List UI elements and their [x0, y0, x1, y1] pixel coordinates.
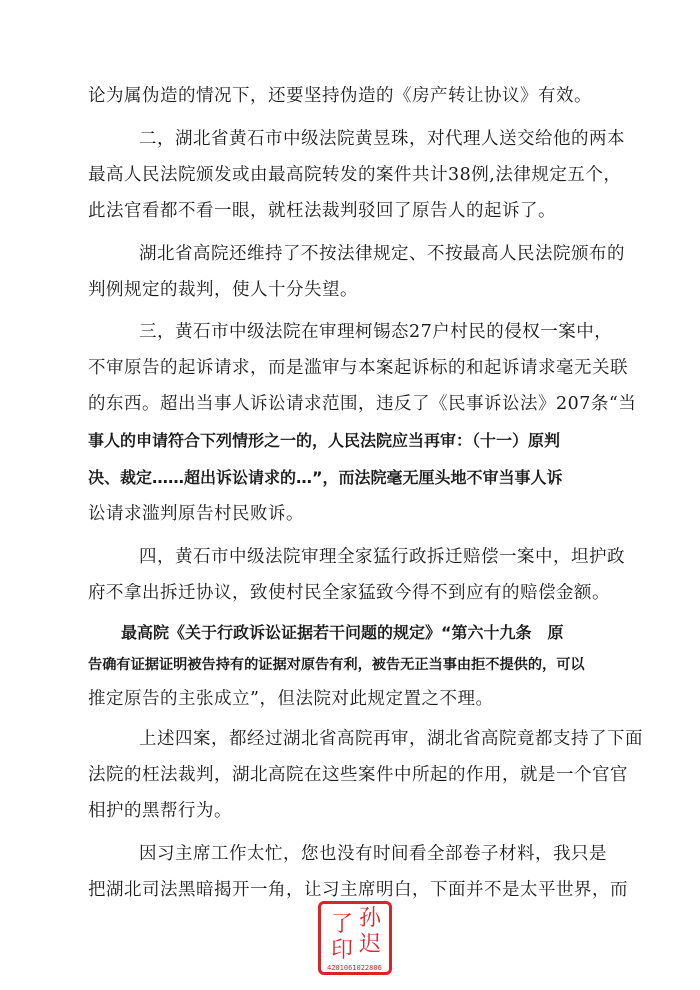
stamp-number: 4201061022806 [327, 964, 382, 972]
stamp-char: 迟 [359, 932, 382, 957]
seal-stamp [318, 901, 392, 975]
stamp-char: 印 [331, 938, 354, 963]
text-line: 上述四案，都经过湖北省高院再审，湖北省高院竟都支持了下面 [139, 729, 643, 749]
stamp-char: 了 [331, 912, 354, 937]
text-line: 二，湖北省黄石市中级法院黄昱珠，对代理人送交给他的两本 [139, 129, 625, 149]
text-line: 最高院《关于行政诉讼证据若干问题的规定》“第六十九条 原 [121, 623, 564, 642]
text-line: 决、裁定……超出诉讼请求的…”，而法院毫无厘头地不审当事人诉 [88, 468, 563, 487]
text-line: 不审原告的起诉请求，而是滥审与本案起诉标的和起诉请求毫无关联 [88, 358, 628, 378]
text-line: 因习主席工作太忙，您也没有时间看全部卷子材料，我只是 [139, 844, 607, 864]
text-line: 判例规定的裁判，使人十分失望。 [88, 280, 358, 300]
text-line: 法院的枉法裁判，湖北高院在这些案件中所起的作用，就是一个官官 [88, 765, 628, 785]
text-line: 府不拿出拆迁协议，致使村民全家猛致今得不到应有的赔偿金额。 [88, 583, 610, 603]
text-line: 讼请求滥判原告村民败诉。 [88, 504, 304, 524]
stamp-char: 孙 [359, 906, 382, 931]
text-line: 此法官看都不看一眼，就枉法裁判驳回了原告人的起诉了。 [88, 201, 556, 221]
text-line: 推定原告的主张成立”，但法院对此规定置之不理。 [88, 689, 494, 709]
text-line: 告确有证据证明被告持有的证据对原告有利，被告无正当事由拒不提供的，可以 [88, 657, 585, 673]
text-line: 四，黄石市中级法院审理全家猛行政拆迁赔偿一案中，坦护政 [139, 547, 625, 567]
text-line: 最高人民法院颁发或由最高院转发的案件共计38例,法律规定五个， [88, 165, 622, 185]
text-line: 论为属伪造的情况下，还要坚持伪造的《房产转让协议》有效。 [88, 86, 592, 106]
text-line: 三，黄石市中级法院在审理柯锡态27户村民的侵权一案中， [139, 322, 613, 342]
text-line: 的东西。超出当事人诉讼请求范围，违反了《民事诉讼法》207条“当 [88, 394, 637, 414]
text-line: 相护的黑帮行为。 [88, 801, 232, 821]
text-line: 事人的申请符合下列情形之一的，人民法院应当再审：（十一）原判 [88, 431, 561, 450]
text-line: 把湖北司法黑暗揭开一角，让习主席明白，下面并不是太平世界，而 [88, 880, 628, 900]
text-line: 湖北省高院还维持了不按法律规定、不按最高人民法院颁布的 [139, 244, 625, 264]
